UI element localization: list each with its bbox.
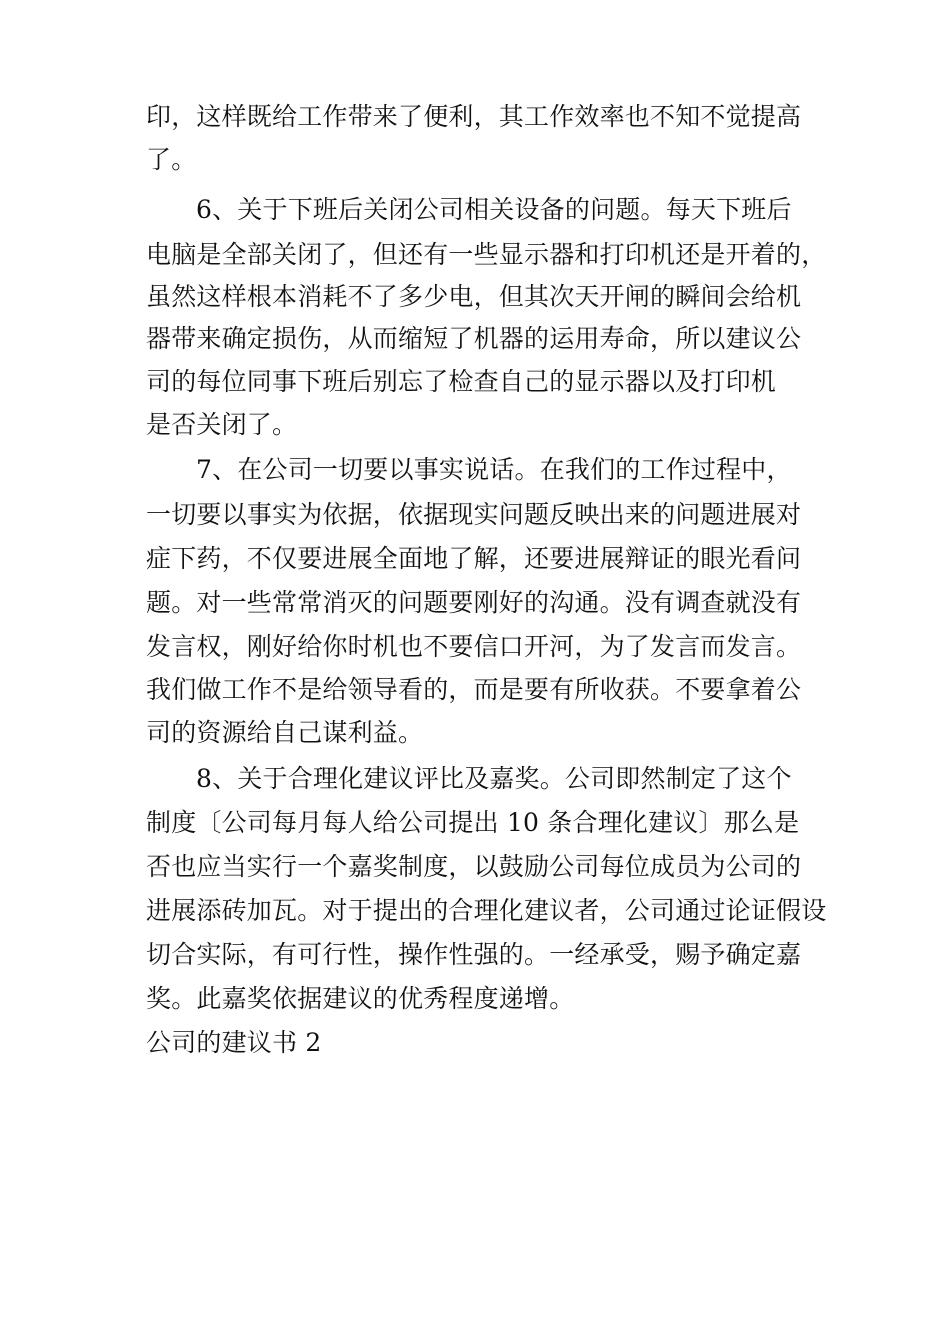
text-line: 症下药，不仅要进展全面地了解，还要进展辩证的眼光看问 [146, 544, 802, 573]
text-line: 否也应当实行一个嘉奖制度，以鼓励公司每位成员为公司的 [146, 852, 802, 881]
text-line: 器带来确定损伤，从而缩短了机器的运用寿命，所以建议公 [146, 324, 802, 353]
text-line: 了。 [146, 145, 197, 174]
paragraph-8-start: 8、关于合理化建议评比及嘉奖。公司即然制定了这个 [196, 764, 792, 793]
section-title: 公司的建议书 2 [146, 1028, 322, 1057]
text-line: 是否关闭了。 [146, 410, 298, 439]
text-line: 司的资源给自己谋利益。 [146, 718, 424, 747]
text-line: 发言权，刚好给你时机也不要信口开河，为了发言而发言。 [146, 632, 802, 661]
paragraph-7-start: 7、在公司一切要以事实说话。在我们的工作过程中， [196, 455, 792, 484]
text-line: 电脑是全部关闭了，但还有一些显示器和打印机还是开着的， [146, 240, 827, 269]
paragraph-6-start: 6、关于下班后关闭公司相关设备的问题。每天下班后 [196, 195, 792, 224]
text-line: 进展添砖加瓦。对于提出的合理化建议者，公司通过论证假设 [146, 896, 827, 925]
text-line: 奖。此嘉奖依据建议的优秀程度递增。 [146, 984, 575, 1013]
text-line: 我们做工作不是给领导看的，而是要有所收获。不要拿着公 [146, 675, 802, 704]
text-line: 虽然这样根本消耗不了多少电，但其次天开闸的瞬间会给机 [146, 282, 802, 311]
text-line: 题。对一些常常消灭的问题要刚好的沟通。没有调查就没有 [146, 588, 802, 617]
text-line: 制度〔公司每月每人给公司提出 10 条合理化建议〕那么是 [146, 808, 800, 837]
text-line: 切合实际，有可行性，操作性强的。一经承受，赐予确定嘉 [146, 940, 802, 969]
text-line: 司的每位同事下班后别忘了检查自己的显示器以及打印机 [146, 367, 777, 396]
text-line: 印，这样既给工作带来了便利，其工作效率也不知不觉提高 [146, 102, 802, 131]
text-line: 一切要以事实为依据，依据现实问题反映出来的问题进展对 [146, 500, 802, 529]
